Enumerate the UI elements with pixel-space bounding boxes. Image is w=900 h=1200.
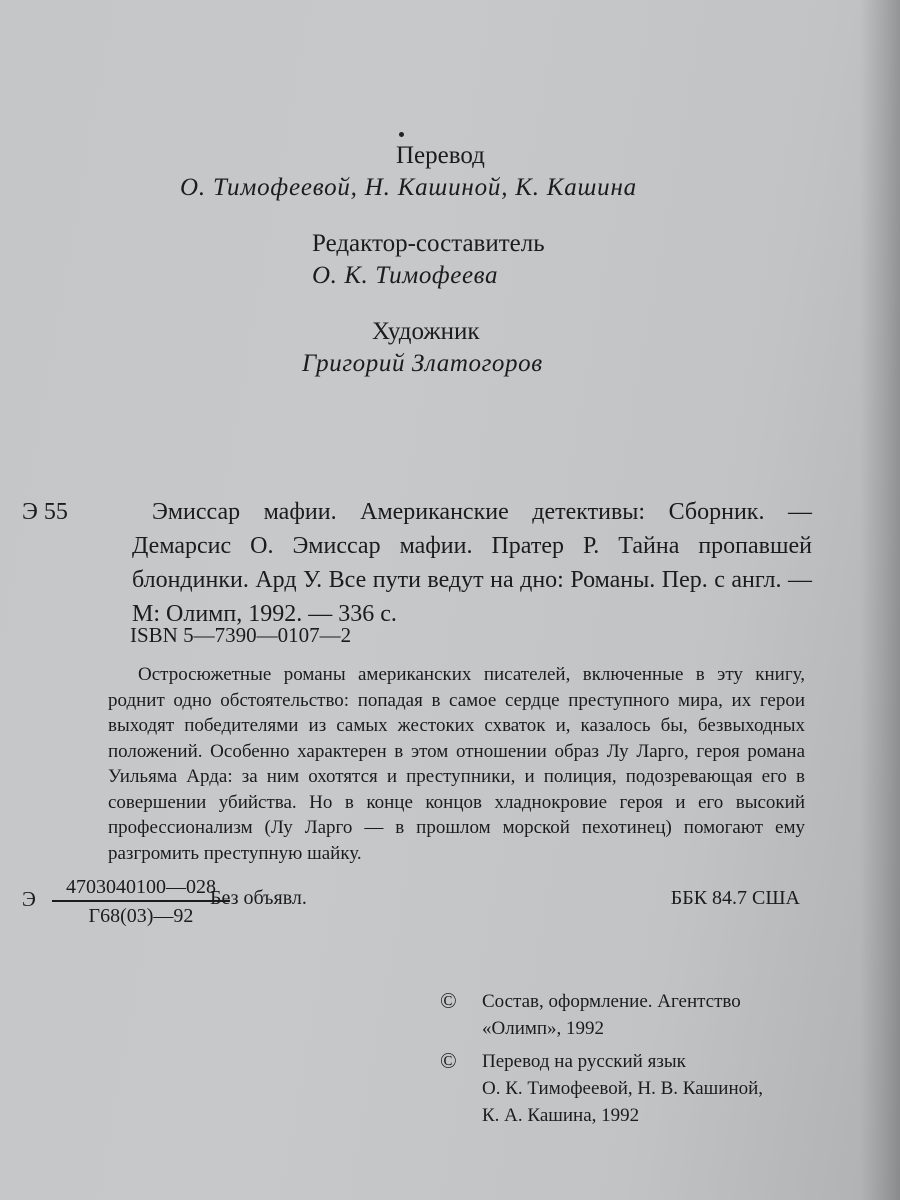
catalog-code: Э 55 (22, 499, 68, 525)
credit-role-editor: Редактор-составитель (312, 230, 545, 257)
copyright-line: О. К. Тимофеевой, Н. В. Кашиной, (482, 1078, 764, 1099)
credit-names-artist: Григорий Златогоров (302, 350, 543, 377)
copyright-icon: © (440, 988, 457, 1013)
price-code-letter: Э (22, 887, 36, 911)
copyright-section (440, 988, 820, 1135)
credit-artist (0, 316, 900, 380)
price-code-fraction (52, 875, 230, 928)
credit-role-translation: Перевод (396, 142, 485, 169)
isbn: ISBN 5—7390—0107—2 (130, 623, 352, 647)
copyright-line: Состав, оформление. Агентство (482, 991, 741, 1012)
price-code-numerator: 4703040100—028 (66, 876, 216, 898)
credit-translation (0, 140, 900, 204)
copyright-item (440, 1048, 820, 1129)
price-code-denominator: Г68(03)—92 (88, 904, 194, 927)
price-note: Без объявл. (210, 887, 307, 909)
bbk-code: ББК 84.7 США (670, 887, 800, 909)
credit-role-artist: Художник (372, 318, 480, 345)
price-code-block (22, 875, 812, 935)
copyright-line: «Олимп», 1992 (482, 1018, 605, 1039)
book-annotation: Остросюжетные романы американских писателей, включенные в эту книгу, роднит одно обстоятельство: попадая в самое сердце преступного мира, их герои выходят победителями из самых жестоких схваток и, казалось бы, безвыходных положений. Особенно характерен в этом отношении образ Лу Ларго, героя романа Уильяма Арда: за ним охотятся и преступники, и полиция, подозревающая его в совершении убийства. Но в конце концов хладнокровие героя и его высокий профессионализм (Лу Ларго — в прошлом морской пехотинец) помогают ему разгромить преступную шайку. (108, 664, 805, 864)
print-dot-mark (399, 132, 404, 137)
copyright-line: Перевод на русский язык (482, 1051, 686, 1072)
credit-names-translation: О. Тимофеевой, Н. Кашиной, К. Кашина (180, 174, 637, 201)
copyright-line: К. А. Кашина, 1992 (482, 1105, 640, 1126)
fraction-line (52, 900, 230, 902)
credit-names-editor: О. К. Тимофеева (312, 262, 499, 289)
copyright-icon: © (440, 1048, 457, 1073)
credit-editor (0, 228, 900, 292)
catalog-description: Эмиссар мафии. Американские детективы: Сборник. — Демарсис О. Эмиссар мафии. Пратер Р. Тайна пропавшей блондинки. Ард У. Все пути ведут на дно: Романы. Пер. с англ. — М: Олимп, 1992. — 336 с. (132, 499, 812, 627)
copyright-item (440, 988, 820, 1042)
